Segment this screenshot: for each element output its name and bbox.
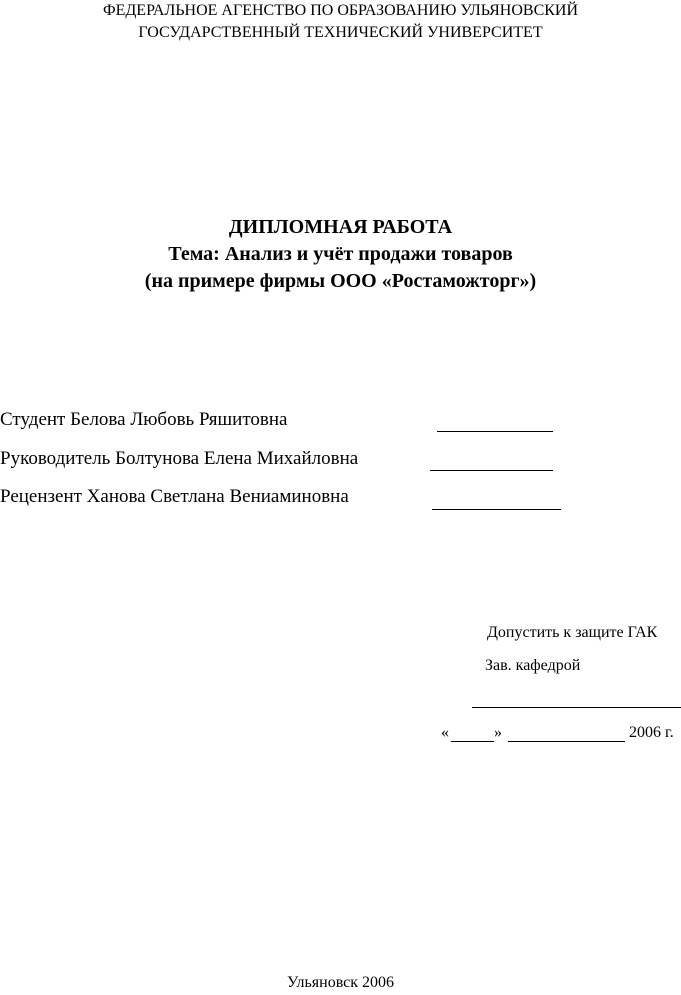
title-line-2: Тема: Анализ и учёт продажи товаров — [168, 243, 513, 265]
city-year: Ульяновск 2006 — [286, 974, 395, 991]
title-line-1: ДИПЛОМНАЯ РАБОТА — [228, 216, 453, 238]
department-head-label: Зав. кафедрой — [485, 657, 581, 674]
student-signature-line — [437, 431, 553, 432]
student-label: Студент Белова Любовь Ряшитовна — [0, 409, 288, 430]
supervisor-signature-line — [430, 470, 553, 471]
university-header — [0, 0, 681, 44]
date-month-blank — [508, 741, 625, 742]
reviewer-signature-line — [432, 509, 561, 510]
date-close-quote: » — [494, 724, 502, 741]
header-line-1: ФЕДЕРАЛЬНОЕ АГЕНСТВО ПО ОБРАЗОВАНИЮ УЛЬЯНОВСКИЙ — [102, 2, 579, 19]
department-head-signature-line — [472, 707, 681, 708]
date-open-quote: « — [441, 724, 449, 741]
approval-text: Допустить к защите ГАК — [487, 624, 658, 641]
header-line-2: ГОСУДАРСТВЕННЫЙ ТЕХНИЧЕСКИЙ УНИВЕРСИТЕТ — [138, 24, 543, 41]
title-line-3: (на примере фирмы ООО «Ростаможторг») — [144, 270, 537, 292]
thesis-title — [0, 214, 681, 295]
date-year: 2006 г. — [629, 724, 674, 741]
reviewer-label: Рецензент Ханова Светлана Вениаминовна — [0, 486, 349, 507]
supervisor-label: Руководитель Болтунова Елена Михайловна — [0, 448, 359, 469]
date-day-blank — [451, 741, 494, 742]
